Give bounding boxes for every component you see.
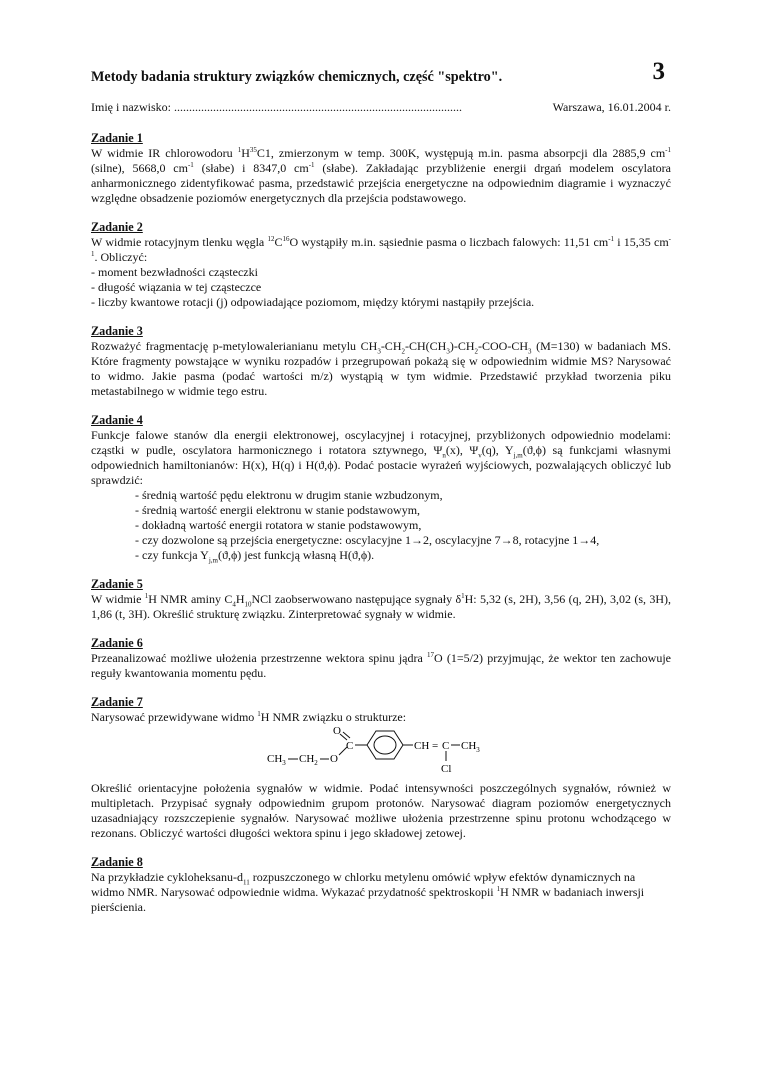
structure-diagram [267, 727, 517, 779]
place-date: Warszawa, 16.01.2004 r. [552, 100, 671, 114]
task-heading: Zadanie 7 [91, 695, 143, 709]
aromatic-circle [374, 736, 396, 754]
benzene-ring [367, 731, 403, 759]
list-item: - czy dozwolone są przejścia energetyczne: oscylacyjne 1→2, oscylacyjne 7→8, rotacyjne 1→4, [135, 533, 600, 547]
task-text: W widmie $^1$H NMR aminy $C_4H_{10}NCl$ zaobserwowano następujące sygnały $\delta^1H$: 5,32 (s, 2H), 3,56 (q, 2H), 3,02 (s, 3H), 1,86 (t, 3H). Określić strukturę związku. Zinterpretować sygnały w widmie. [91, 592, 671, 621]
task-4 [91, 413, 671, 563]
list-item: - moment bezwładności cząsteczki [91, 265, 258, 279]
task-heading: Zadanie 6 [91, 636, 143, 650]
task-heading: Zadanie 1 [91, 131, 143, 145]
chem-c-vinyl: C [442, 740, 450, 752]
task-text: W widmie rotacyjnym tlenku węgla $^{12}C^{16}O$ wystąpiły m.in. sąsiednie pasma o liczbach falowych: 11,51 $cm^{-1}$ i 15,35 $cm^{-1}$. Obliczyć: [91, 235, 672, 264]
list-item: - liczby kwantowe rotacji (j) odpowiadające poziomom, między którymi nastąpiły przejścia. [91, 295, 535, 309]
document-title: Metody badania struktury związków chemicznych, część "spektro". [91, 69, 503, 85]
list-item: - czy funkcja $Y_{j,m}(ϑ,\phi)$ jest funkcją własną H(ϑ,ϕ). [135, 548, 375, 565]
list-item: - średnią wartość energii elektronu w stanie podstawowym, [135, 503, 421, 517]
list-item: - długość wiązania w tej cząsteczce [91, 280, 262, 294]
chem-o-ester: O [330, 753, 338, 765]
meta-line [91, 100, 671, 116]
chem-ch3-right: $CH_3$ [461, 740, 480, 754]
sheet-number: 3 [652, 58, 665, 85]
list-item: - średnią wartość pędu elektronu w drugim stanie wzbudzonym, [135, 488, 443, 502]
task-heading: Zadanie 5 [91, 577, 143, 591]
task-3 [91, 324, 671, 399]
chem-double-bond: = [432, 740, 439, 752]
task-text: Przeanalizować możliwe ułożenia przestrzenne wektora spinu jądra $^{17}$O (1=5/2) przyjmując, że wektor ten zachowuje reguły kwantowania momentu pędu. [91, 651, 671, 680]
task-text: Określić orientacyjne położenia sygnałów w widmie. Podać intensywności poszczególnych sygnałów, również w multipletach. Przypisać sygnały odpowiednim grupom protonów. Narysować diagram poziomów energetycznych uzasadniający rozszczepienie sygnałów. Narysować możliwe ułożenia przestrzenne spinu protonu wchodzącego w rezonans. Obliczyć wartości długości wektora spinu i jego składowej zetowej. [91, 781, 671, 840]
task-6 [91, 636, 671, 681]
task-heading: Zadanie 4 [91, 413, 143, 427]
chem-ch3-left: $CH_3$ [267, 753, 286, 767]
chem-ch2: $CH_2$ [299, 753, 318, 767]
task-text: W widmie IR chlorowodoru $^1H^{35}C1$, zmierzonym w temp. 300K, występują m.in. pasma absorpcji dla 2885,9 $cm^{-1}$ (silne), 5668,0 $cm^{-1}$ (słabe) i 8347,0 $cm^{-1}$ (słabe). Zakładając przybliżenie energii drgań modelem oscylatora anharmonicznego zidentyfikować pasma, przedstawić przejścia energetyczne na odpowiednim diagramie i wyznaczyć względne obsadzenie poziomów energetycznych dla przejścia podstawowego. [91, 146, 672, 205]
task-5 [91, 577, 671, 622]
task-heading: Zadanie 2 [91, 220, 143, 234]
task-text: Na przykładzie cykloheksanu-$d_{11}$ rozpuszczonego w chlorku metylenu omówić wpływ efektów dynamicznych na widmo NMR. Narysować odpowiednie widma. Wykazać przydatność spektroskopii $^1$H NMR w badaniach inwersji pierścienia. [91, 870, 645, 914]
task-text: Rozważyć fragmentację p-metylowalerianianu metylu $CH_3-CH_2-CH(CH_3)-CH_2-COO-CH_3$ (M=130) w badaniach MS. Które fragmenty powstające w wyniku rozpadów i przegrupowań pokażą się w odpowiednim widmie MS? Narysować to widmo. Jakie pasma (podać wartości m/z) wystąpią w tym widmie. Przedstawić przykład tworzenia piku metastabilnego w widmie tego estru. [91, 339, 671, 398]
chem-o-carbonyl: O [333, 727, 341, 737]
task-heading: Zadanie 8 [91, 855, 143, 869]
task-7 [91, 695, 671, 841]
name-field-label: Imię i nazwisko: ................................................................................................ [91, 100, 462, 114]
chem-c-carbonyl: C [346, 740, 354, 752]
task-heading: Zadanie 3 [91, 324, 143, 338]
chem-ch-vinyl: CH [414, 740, 430, 752]
task-1 [91, 131, 671, 206]
task-8 [91, 855, 671, 915]
task-text: Funkcje falowe stanów dla energii elektronowej, oscylacyjnej i rotacyjnej, przybliżonych odpowiednio modelami: cząstki w pudle, oscylatora harmonicznego i rotatora sztywnego, $\Psi_n(x)$, $\Psi_v(q)$, $Y_{j,m}(ϑ,\phi)$ są funkcjami własnymi odpowiednich hamiltonianów: H(x), H(q) i H(ϑ,ϕ). Podać postacie wyrażeń wyjściowych, pozwalających obliczyć lub sprawdzić: [91, 428, 671, 487]
header [91, 58, 671, 88]
task-text: Narysować przewidywane widmo $^1$H NMR związku o strukturze: [91, 710, 407, 724]
chem-cl: Cl [441, 763, 452, 775]
task-2 [91, 220, 671, 310]
worksheet-page [91, 58, 671, 915]
list-item: - dokładną wartość energii rotatora w stanie podstawowym, [135, 518, 422, 532]
